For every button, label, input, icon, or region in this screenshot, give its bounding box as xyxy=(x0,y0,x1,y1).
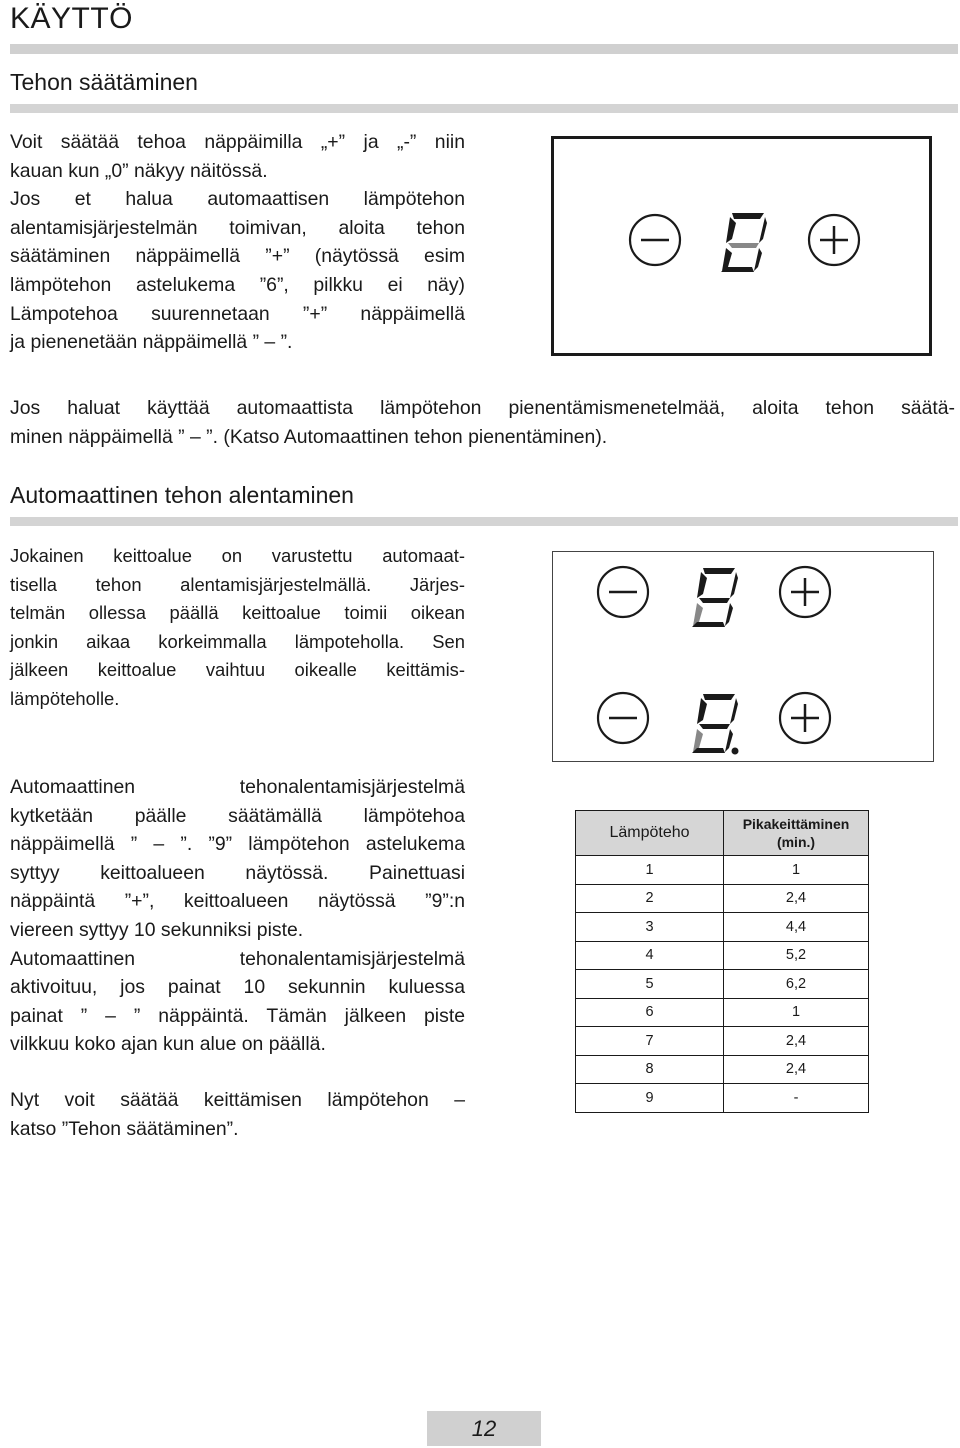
text-line: Jos et halua automaattisen lämpötehon xyxy=(10,188,465,211)
table-row xyxy=(576,884,869,913)
table-header-row xyxy=(576,811,869,856)
text-line: Voit säätää tehoa näppäimilla „+” ja „-” niin xyxy=(10,131,465,153)
text-line: syttyy keittoalueen näytössä. Painettuasi xyxy=(10,861,465,884)
table-header-cell: Lämpöteho xyxy=(576,811,724,856)
table-cell: 1 xyxy=(576,856,724,885)
table-cell: 5,2 xyxy=(724,941,869,970)
activation-text xyxy=(10,773,465,1059)
table-cell: - xyxy=(724,1084,869,1113)
section-rule xyxy=(10,104,958,113)
table-cell: 2,4 xyxy=(724,1055,869,1084)
auto-hint-text xyxy=(10,394,955,451)
table-row xyxy=(576,970,869,999)
section-rule xyxy=(10,517,958,526)
table-cell: 1 xyxy=(724,998,869,1027)
minus-icon xyxy=(598,567,648,617)
text-line: jälkeen keittoalue vaihtuu oikealle keittämis- xyxy=(10,659,465,681)
minus-icon xyxy=(630,215,680,265)
text-line: Jos haluat käyttää automaattista lämpötehon pienentämismenetelmää, aloita tehon säätä- xyxy=(10,397,955,419)
text-line: alentamisjärjestelmän toimivan, aloita tehon xyxy=(10,216,465,239)
text-line: jonkin aikaa korkeimmalla lämpoteholla. Sen xyxy=(10,630,465,652)
section-heading-power-adjust: Tehon säätäminen xyxy=(10,69,198,95)
next-step-text xyxy=(10,1086,465,1143)
text-line: vilkkuu koko ajan kun alue on päällä. xyxy=(10,1033,326,1056)
text-line: näppäintä ”+”, keittoalueen näytössä ”9”:n xyxy=(10,890,465,913)
text-line: Automaattinen tehonalentamisjärjestelmä xyxy=(10,947,465,970)
text-line: Nyt voit säätää keittämisen lämpötehon – xyxy=(10,1089,465,1111)
table-row xyxy=(576,856,869,885)
plus-icon xyxy=(780,693,830,743)
text-line: näppäimellä ” – ”. ”9” lämpötehon astelukema xyxy=(10,833,465,856)
table-row xyxy=(576,913,869,942)
table-cell: 2 xyxy=(576,884,724,913)
table-header-line: Pikakeittäminen xyxy=(742,816,850,832)
table-cell: 3 xyxy=(576,913,724,942)
minus-icon xyxy=(598,693,648,743)
table-row xyxy=(576,1084,869,1113)
table-row xyxy=(576,941,869,970)
table-cell: 8 xyxy=(576,1055,724,1084)
table-cell: 6,2 xyxy=(724,970,869,999)
text-line: minen näppäimellä ” – ”. (Katso Automaattinen tehon pienentäminen). xyxy=(10,425,608,448)
text-line: viereen syttyy 10 sekunniksi piste. xyxy=(10,918,304,941)
plus-icon xyxy=(780,567,830,617)
text-line: ja pienenetään näppäimellä ” – ”. xyxy=(10,331,293,354)
plus-icon xyxy=(809,215,859,265)
dual-control-panel-diagram xyxy=(552,551,934,762)
text-line: kytketään päälle säätämällä lämpötehoa xyxy=(10,804,465,827)
text-line: lämpötehon astelukema ”6”, pilkku ei näy) xyxy=(10,273,465,296)
text-line: tisella tehon alentamisjärjestelmällä. Järjes- xyxy=(10,573,465,595)
table-cell: 4 xyxy=(576,941,724,970)
table-cell: 2,4 xyxy=(724,884,869,913)
seven-segment-digit-icon xyxy=(692,568,738,627)
control-panel-diagram xyxy=(551,136,932,356)
title-rule xyxy=(10,44,958,54)
text-line: Lämpotehoa suurennetaan ”+” näppäimellä xyxy=(10,302,465,325)
quick-cook-table xyxy=(575,810,869,1113)
text-line: Automaattinen tehonalentamisjärjestelmä xyxy=(10,776,465,798)
section-heading-auto-reduce: Automaattinen tehon alentaminen xyxy=(10,482,354,508)
seven-segment-digit-icon xyxy=(692,694,739,755)
text-line: lämpöteholle. xyxy=(10,687,120,709)
table-header-line: (min.) xyxy=(776,834,816,850)
table-header-cell xyxy=(724,811,869,856)
text-line: telmän ollessa päällä keittoalue toimii oikean xyxy=(10,602,465,624)
table-cell: 4,4 xyxy=(724,913,869,942)
table-cell: 7 xyxy=(576,1027,724,1056)
page-title: KÄYTTÖ xyxy=(10,2,134,35)
table-row xyxy=(576,998,869,1027)
table-row xyxy=(576,1055,869,1084)
table-cell: 6 xyxy=(576,998,724,1027)
table-cell: 9 xyxy=(576,1084,724,1113)
text-line: kauan kun „0” näkyy näitössä. xyxy=(10,159,268,182)
page-number: 12 xyxy=(427,1411,541,1446)
seven-segment-digit-icon xyxy=(721,213,767,272)
table-cell: 5 xyxy=(576,970,724,999)
table-row xyxy=(576,1027,869,1056)
table-cell: 1 xyxy=(724,856,869,885)
power-adjust-text xyxy=(10,128,465,357)
text-line: painat ” – ” näppäintä. Tämän jälkeen piste xyxy=(10,1004,465,1027)
auto-reduce-text xyxy=(10,542,465,714)
table-cell: 2,4 xyxy=(724,1027,869,1056)
text-line: aktivoituu, jos painat 10 sekunnin kuluessa xyxy=(10,976,465,999)
text-line: katso ”Tehon säätäminen”. xyxy=(10,1117,239,1140)
text-line: säätäminen näppäimellä ”+” (näytössä esim xyxy=(10,245,465,268)
text-line: Jokainen keittoalue on varustettu automaat- xyxy=(10,545,465,566)
